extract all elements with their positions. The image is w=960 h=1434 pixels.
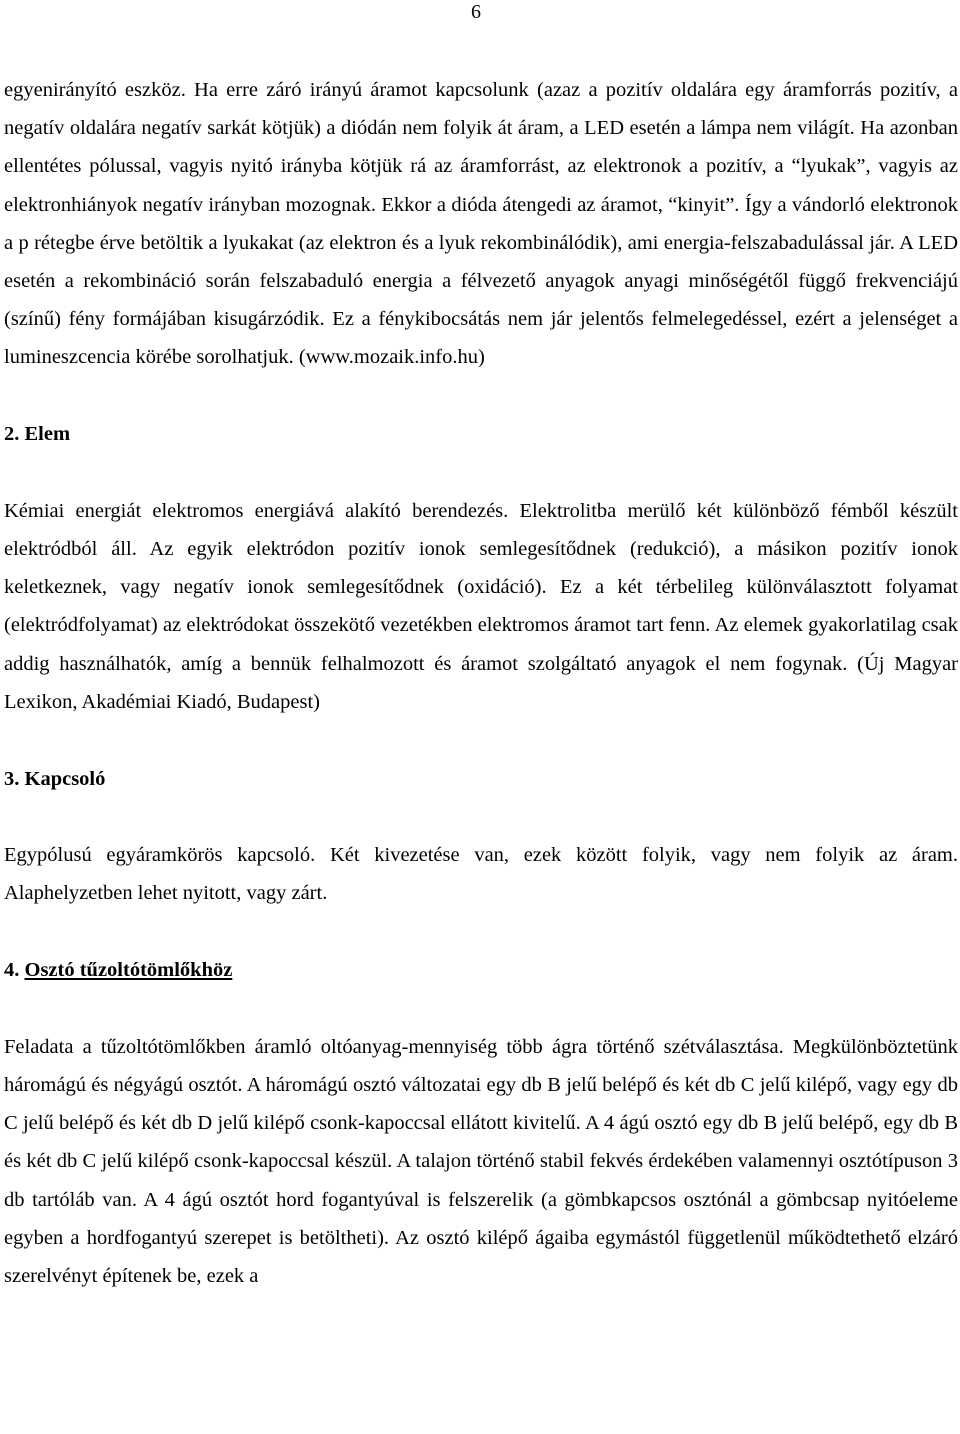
section-number: 3. xyxy=(4,767,20,790)
section-title: Elem xyxy=(24,423,71,446)
spacer xyxy=(4,721,958,760)
section-number: 2. xyxy=(4,423,20,446)
spacer xyxy=(4,453,958,492)
paragraph-kapcsolo: Egypólusú egyáramkörös kapcsoló. Két kivezetése van, ezek között folyik, vagy nem folyik az áram. Alaphelyzetben lehet nyitott, vagy zárt. xyxy=(4,844,958,905)
section-heading-oszto xyxy=(4,951,958,989)
section-number: 4. xyxy=(4,959,20,982)
spacer xyxy=(4,798,958,837)
spacer xyxy=(4,377,958,416)
page-content xyxy=(4,71,958,1295)
page-number: 6 xyxy=(471,1,481,23)
paragraph-elem: Kémiai energiát elektromos energiává alakító berendezés. Elektrolitba merülő két különböző fémből készült elektródból áll. Az egyik elektródon pozitív ionok semlegesítődnek (redukció), a másikon pozitív ionok keletkeznek, vagy negatív ionok semlegesítődnek (oxidáció). Ez a két térbelileg különválasztott folyamat (elektródfolyamat) az elektródokat összekötő vezetékben elektromos áramot tart fenn. Az elemek gyakorlatilag csak addig használhatók, amíg a bennük felhalmozott és áramot szolgáltató anyagok el nem fogynak. (Új Magyar Lexikon, Akadémiai Kiadó, Budapest) xyxy=(4,499,958,713)
spacer xyxy=(4,913,958,952)
section-heading-kapcsolo xyxy=(4,760,958,798)
section-title: Osztó tűzoltótömlőkhöz xyxy=(24,959,233,982)
paragraph-oszto: Feladata a tűzoltótömlőkben áramló oltóanyag-mennyiség több ágra történő szétválasztása. Megkülönböztetünk háromágú és négyágú osztót. A háromágú osztó változatai egy db B jelű belépő és két db C jelű kilépő, vagy egy db C jelű belépő és két db D jelű kilépő csonk-kapoccsal ellátott kivitelű. A 4 ágú osztó egy db B jelű belépő, egy db B és két db C jelű kilépő csonk-kapoccsal készül. A talajon történő stabil fekvés érdekében valamennyi osztótípuson 3 db tartóláb van. A 4 ágú osztót hord fogantyúval is felszerelik (a gömbkapcsos osztónál a gömbcsap nyitóeleme egyben a hordfogantyú szerepet is betöltheti). Az osztó kilépő ágaiba egymástól függetlenül működtethető elzáró szerelvényt építenek be, ezek a xyxy=(4,1035,958,1288)
section-title: Kapcsoló xyxy=(24,767,106,790)
section-heading-elem xyxy=(4,415,958,453)
spacer xyxy=(4,989,958,1028)
paragraph-diode-led: egyenirányító eszköz. Ha erre záró irányú áramot kapcsolunk (azaz a pozitív oldalára egy áramforrás pozitív, a negatív oldalára negatív sarkát kötjük) a diódán nem folyik át áram, a LED esetén a lámpa nem világít. Ha azonban ellentétes pólussal, vagyis nyitó irányba kötjük rá az áramforrást, az elektronok a pozitív, a “lyukak”, vagyis az elektronhiányok negatív irányban mozognak. Ekkor a dióda átengedi az áramot, “kinyit”. Így a vándorló elektronok a p rétegbe érve betöltik a lyukakat (az elektron és a lyuk rekombinálódik), ami energia-felszabadulással jár. A LED esetén a rekombináció során felszabaduló energia a félvezető anyagok anyagi minőségétől függő frekvenciájú (színű) fény formájában kisugárzódik. Ez a fénykibocsátás nem jár jelentős felmelegedéssel, ezért a jelenséget a lumineszcencia körébe sorolhatjuk. (www.mozaik.info.hu) xyxy=(4,79,958,369)
